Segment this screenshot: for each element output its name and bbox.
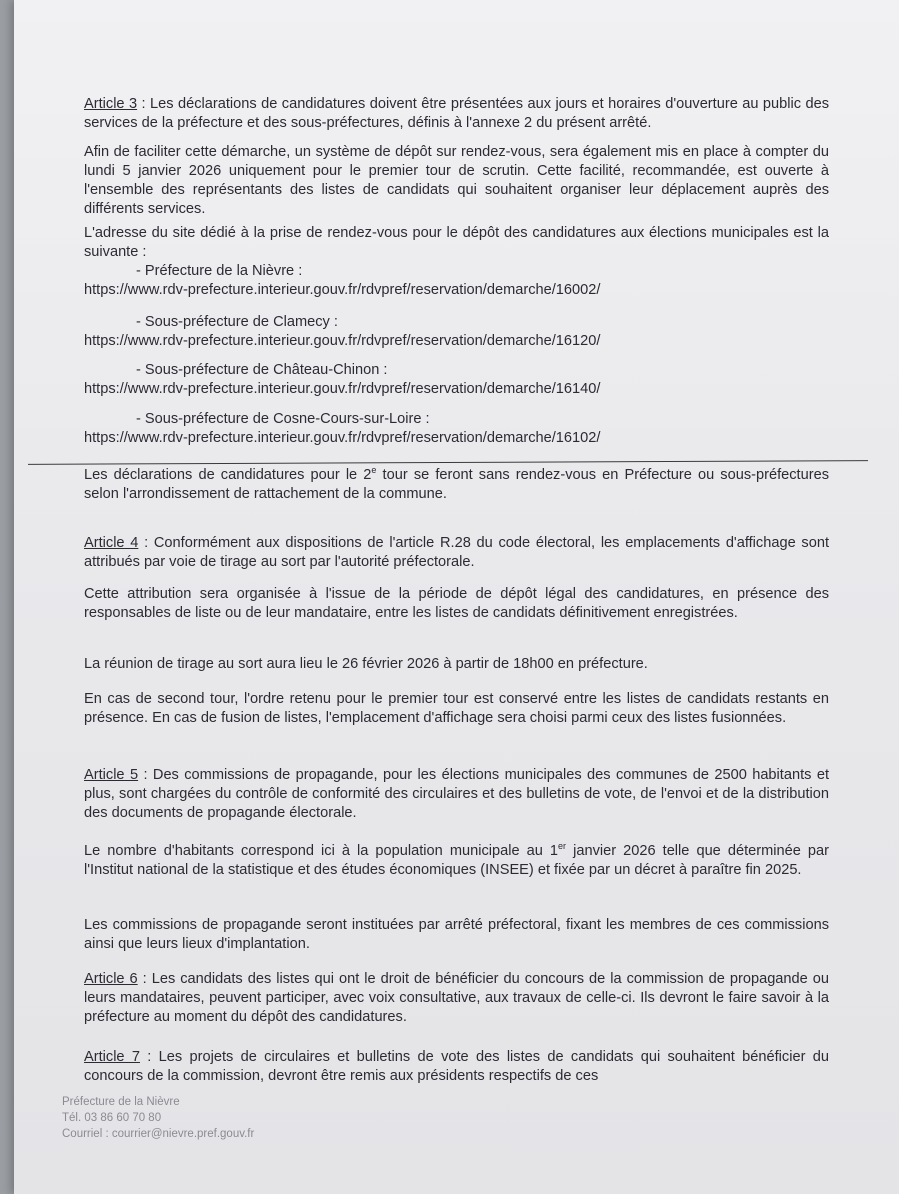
site-name: - Sous-préfecture de Château-Chinon :: [136, 362, 388, 378]
article-4-para-3: La réunion de tirage au sort aura lieu le 26 février 2026 à partir de 18h00 en préfecture.: [84, 656, 648, 672]
site-name: - Sous-préfecture de Clamecy :: [136, 314, 338, 330]
site-url[interactable]: https://www.rdv-prefecture.interieur.gouv.fr/rdvpref/reservation/demarche/16140/: [84, 381, 601, 397]
article-3-para-3: L'adresse du site dédié à la prise de rendez-vous pour le dépôt des candidatures aux élections municipales est la suivante :: [84, 225, 829, 260]
article-5-label: Article 5: [84, 767, 139, 783]
site-url[interactable]: https://www.rdv-prefecture.interieur.gouv.fr/rdvpref/reservation/demarche/16120/: [84, 333, 601, 349]
page-footer: [62, 1094, 254, 1142]
site-url[interactable]: https://www.rdv-prefecture.interieur.gouv.fr/rdvpref/reservation/demarche/16102/: [84, 430, 601, 446]
article-3-para-2: Afin de faciliter cette démarche, un système de dépôt sur rendez-vous, sera également mis en place à compter du lundi 5 janvier 2026 uniquement pour le premier tour de scrutin. Cette facilité, recommandée, est ouverte à l'ensemble des représentants des listes de candidats qui souhaitent organiser leur déplacement auprès des différents services.: [84, 144, 829, 217]
article-6-para-1: Article 6 : Les candidats des listes qui ont le droit de bénéficier du concours de la commission de propagande ou leurs mandataires, peuvent participer, avec voix consultative, aux travaux de celle-ci. Ils devront le faire savoir à la préfecture au moment du dépôt des candidatures.: [84, 971, 830, 1025]
document-page: [14, 0, 899, 1194]
footer-phone: Tél. 03 86 60 70 80: [62, 1112, 162, 1124]
footer-email: Courriel : courrier@nievre.pref.gouv.fr: [62, 1128, 255, 1140]
article-3-para-4: Les déclarations de candidatures pour le 2e tour se feront sans rendez-vous en Préfecture ou sous-préfectures selon l'arrondissement de rattachement de la commune.: [84, 465, 829, 502]
article-4-para-2: Cette attribution sera organisée à l'issue de la période de dépôt légal des candidatures, en présence des responsables de liste ou de leur mandataire, entre les listes de candidats définitivement enregistrées.: [84, 586, 829, 621]
article-5-para-3: Les commissions de propagande seront instituées par arrêté préfectoral, fixant les membres de ces commissions ainsi que leurs lieux d'implantation.: [84, 917, 829, 952]
article-4-para-4: En cas de second tour, l'ordre retenu pour le premier tour est conservé entre les listes de candidats restants en présence. En cas de fusion de listes, l'emplacement d'affichage sera choisi parmi ceux des listes fusionnées.: [84, 691, 829, 726]
rdv-site-list-3: [84, 361, 829, 399]
article-4-para-1: Article 4 : Conformément aux dispositions de l'article R.28 du code électoral, les emplacements d'affichage sont attribués par voie de tirage au sort par l'autorité préfectorale.: [84, 535, 829, 570]
document-content: [14, 0, 899, 1194]
article-3-label: Article 3: [84, 96, 138, 112]
article-5-para-1: Article 5 : Des commissions de propagande, pour les élections municipales des communes de 2500 habitants et plus, sont chargées du contrôle de conformité des circulaires et des bulletins de vote, de l'envoi et de la distribution des documents de propagande électorale.: [84, 767, 829, 821]
article-4-label: Article 4: [84, 535, 139, 551]
article-3-para-1: Article 3 : Les déclarations de candidatures doivent être présentées aux jours et horaires d'ouverture au public des services de la préfecture et des sous-préfectures, définis à l'annexe 2 du présent arrêté.: [84, 96, 830, 131]
rdv-site-list-2: [84, 313, 829, 351]
footer-org: Préfecture de la Nièvre: [62, 1096, 180, 1108]
rdv-site-list-4: [84, 410, 829, 448]
rdv-site-list: [84, 262, 829, 300]
site-name: - Préfecture de la Nièvre :: [136, 263, 303, 279]
article-7-label: Article 7: [84, 1049, 140, 1065]
site-url[interactable]: https://www.rdv-prefecture.interieur.gouv.fr/rdvpref/reservation/demarche/16002/: [84, 282, 601, 298]
site-name: - Sous-préfecture de Cosne-Cours-sur-Loire :: [136, 411, 430, 427]
divider-line: [28, 460, 868, 465]
article-6-label: Article 6: [84, 971, 138, 987]
article-5-para-2: Le nombre d'habitants correspond ici à la population municipale au 1er janvier 2026 telle que déterminée par l'Institut national de la statistique et des études économiques (INSEE) et fixée par un décret à paraître fin 2025.: [84, 841, 829, 878]
article-7-para-1: Article 7 : Les projets de circulaires et bulletins de vote des listes de candidats qui souhaitent bénéficier du concours de la commission, devront être remis aux présidents respectifs de ces: [84, 1049, 829, 1084]
